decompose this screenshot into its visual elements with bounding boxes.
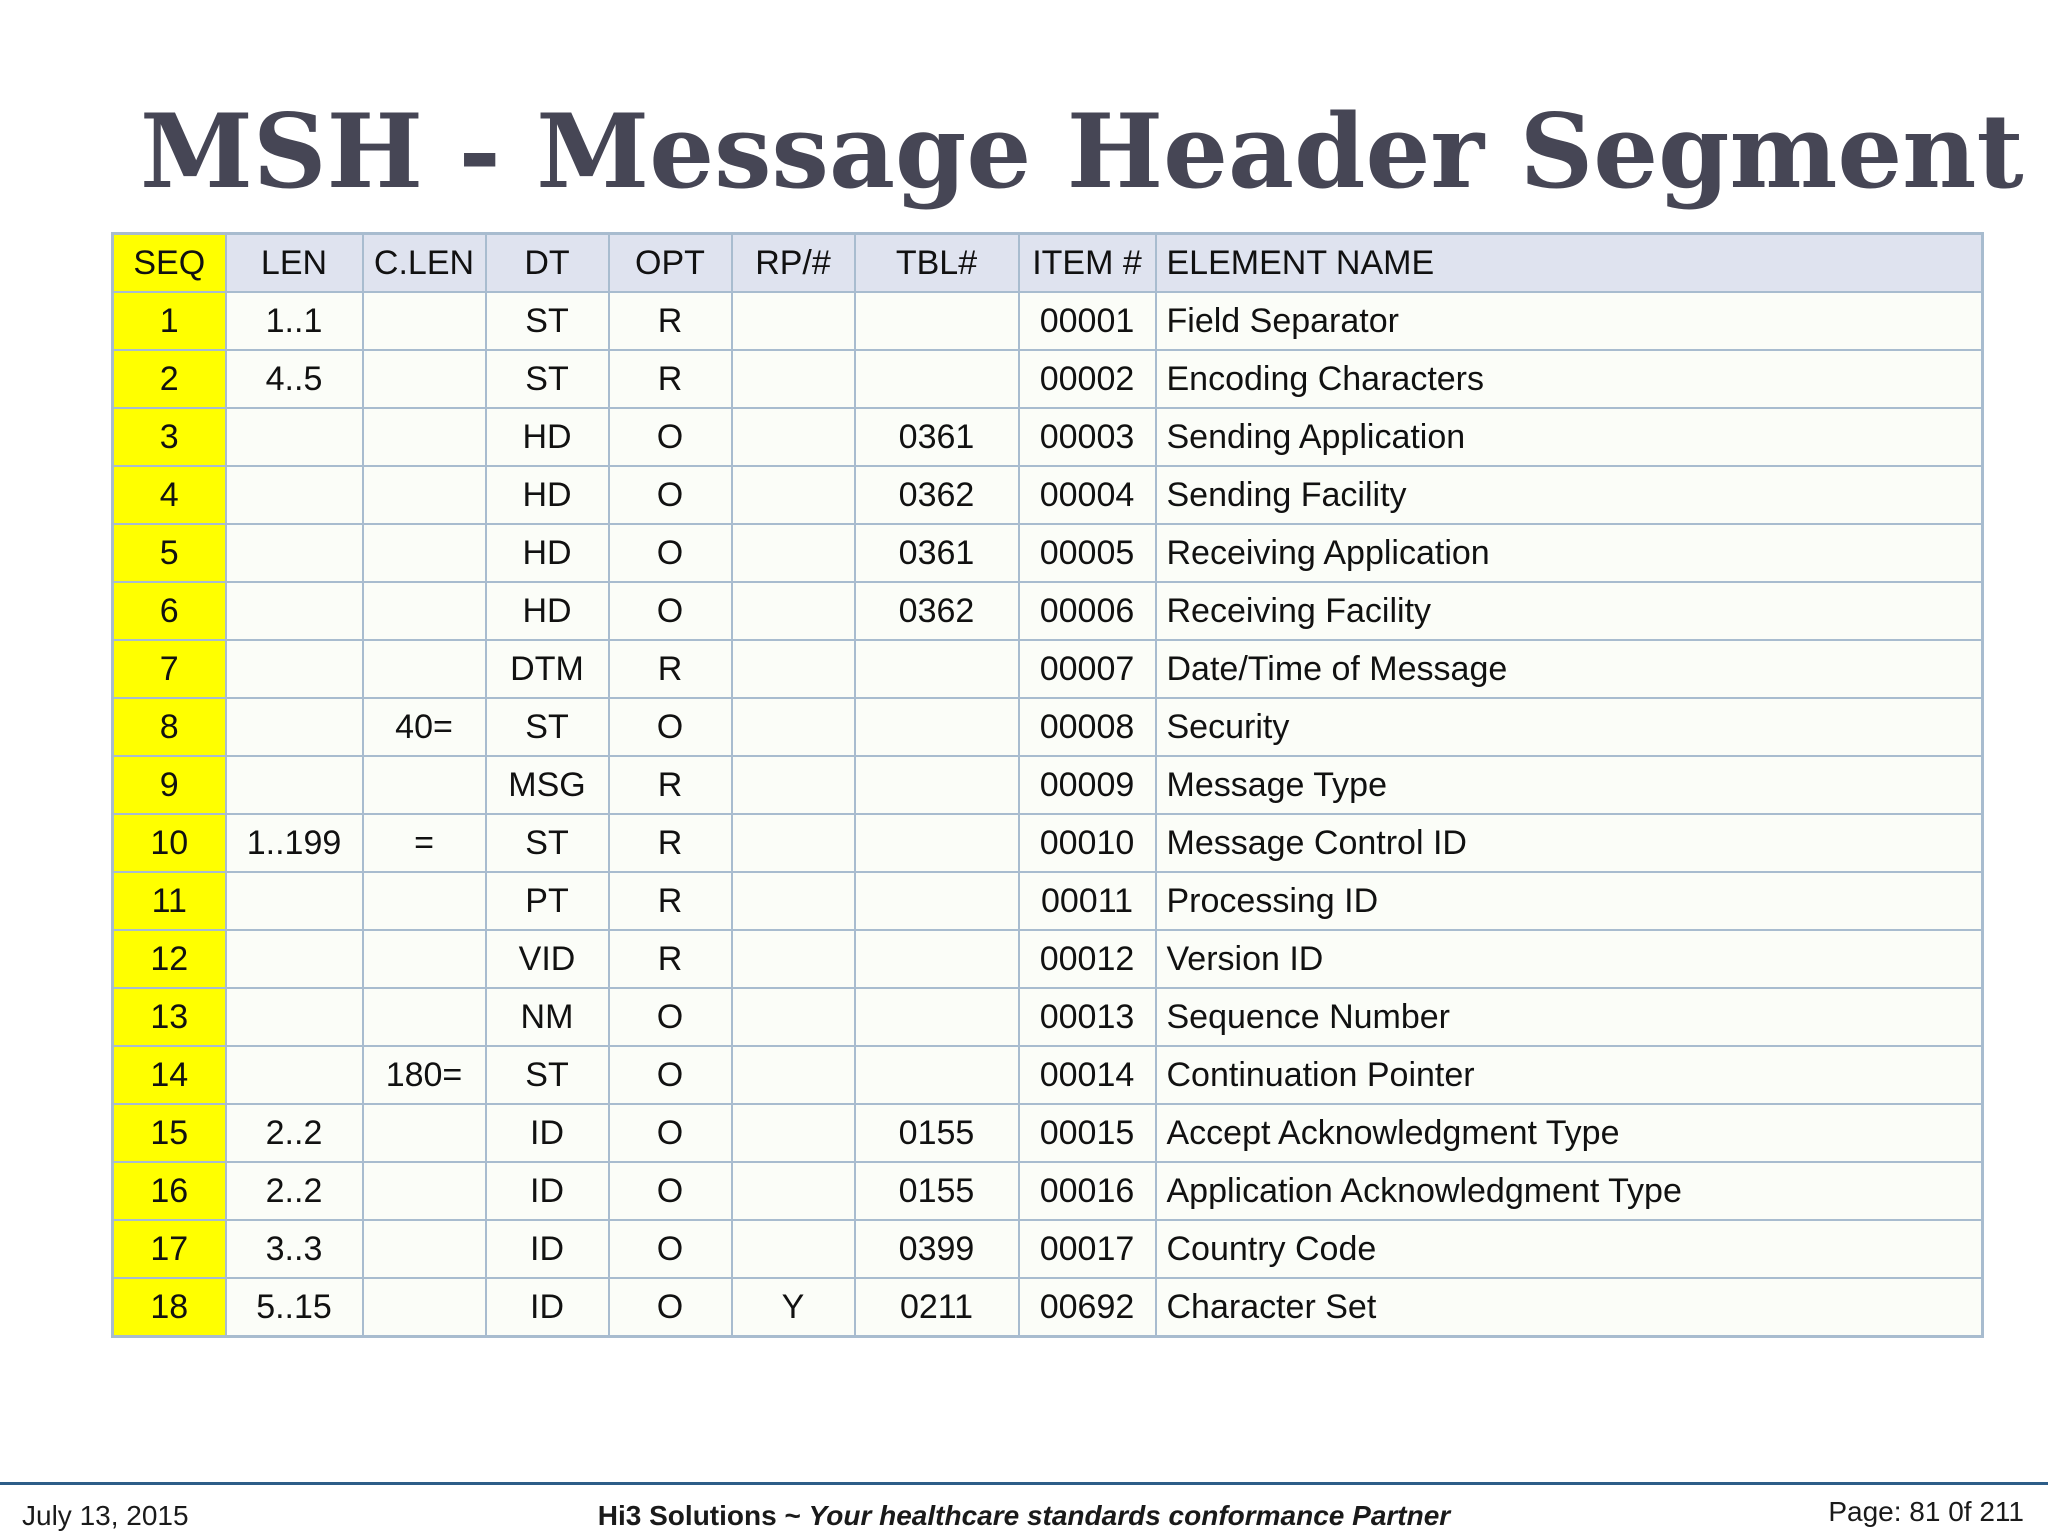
table-row [113,408,1983,466]
cell-name: Sequence Number [1156,988,1983,1046]
cell-len [226,756,363,814]
cell-opt: O [609,988,732,1046]
table-row [113,756,1983,814]
cell-tbl: 0361 [855,408,1019,466]
table-row [113,930,1983,988]
cell-rp [732,756,855,814]
cell-dt: ST [486,698,609,756]
cell-name: Receiving Facility [1156,582,1983,640]
cell-opt: R [609,756,732,814]
page-title: MSH - Message Header Segment [140,92,2024,212]
cell-rp [732,1162,855,1220]
cell-opt: O [609,1220,732,1278]
cell-tbl [855,930,1019,988]
cell-dt: ST [486,292,609,350]
footer-company-tagline [0,1500,2048,1532]
cell-clen [363,988,486,1046]
cell-tbl: 0399 [855,1220,1019,1278]
column-header-dt: DT [486,234,609,293]
cell-len [226,698,363,756]
cell-seq: 10 [113,814,226,872]
cell-seq: 14 [113,1046,226,1104]
cell-rp [732,350,855,408]
cell-opt: O [609,1278,732,1337]
cell-len [226,988,363,1046]
cell-rp: Y [732,1278,855,1337]
cell-tbl: 0211 [855,1278,1019,1337]
column-header-seq: SEQ [113,234,226,293]
footer-divider [0,1482,2048,1485]
cell-clen [363,582,486,640]
cell-seq: 15 [113,1104,226,1162]
cell-len: 3..3 [226,1220,363,1278]
cell-seq: 2 [113,350,226,408]
cell-dt: ST [486,814,609,872]
cell-len: 1..199 [226,814,363,872]
cell-len [226,466,363,524]
cell-item: 00009 [1019,756,1156,814]
table-header-row [113,234,1983,293]
cell-seq: 5 [113,524,226,582]
cell-dt: ID [486,1162,609,1220]
cell-seq: 13 [113,988,226,1046]
cell-seq: 8 [113,698,226,756]
cell-rp [732,292,855,350]
cell-dt: PT [486,872,609,930]
cell-tbl [855,872,1019,930]
cell-opt: R [609,930,732,988]
column-header-opt: OPT [609,234,732,293]
cell-tbl: 0155 [855,1162,1019,1220]
cell-item: 00014 [1019,1046,1156,1104]
table-row [113,814,1983,872]
cell-dt: HD [486,524,609,582]
cell-item: 00004 [1019,466,1156,524]
cell-seq: 7 [113,640,226,698]
cell-dt: HD [486,408,609,466]
cell-opt: O [609,524,732,582]
table-row [113,988,1983,1046]
cell-rp [732,408,855,466]
table-row [113,872,1983,930]
msh-segment-table [111,232,1984,1338]
column-header-rp: RP/# [732,234,855,293]
cell-opt: R [609,814,732,872]
cell-tbl [855,814,1019,872]
footer-date: July 13, 2015 [22,1500,189,1531]
cell-seq: 17 [113,1220,226,1278]
cell-rp [732,930,855,988]
cell-name: Receiving Application [1156,524,1983,582]
table-header [113,234,1983,293]
column-header-name: ELEMENT NAME [1156,234,1983,293]
cell-seq: 11 [113,872,226,930]
cell-opt: O [609,466,732,524]
table-row [113,466,1983,524]
cell-dt: NM [486,988,609,1046]
cell-dt: VID [486,930,609,988]
table-row [113,698,1983,756]
cell-name: Encoding Characters [1156,350,1983,408]
cell-item: 00016 [1019,1162,1156,1220]
table-row [113,1104,1983,1162]
cell-opt: R [609,640,732,698]
cell-opt: R [609,292,732,350]
cell-len: 1..1 [226,292,363,350]
cell-seq: 12 [113,930,226,988]
cell-name: Security [1156,698,1983,756]
cell-seq: 16 [113,1162,226,1220]
cell-tbl [855,1046,1019,1104]
cell-item: 00013 [1019,988,1156,1046]
cell-opt: O [609,582,732,640]
footer-tagline: Your healthcare standards conformance Partner [808,1500,1451,1531]
cell-clen [363,1104,486,1162]
cell-len [226,1046,363,1104]
cell-clen [363,524,486,582]
table-row [113,524,1983,582]
cell-rp [732,524,855,582]
cell-clen [363,640,486,698]
cell-rp [732,814,855,872]
cell-tbl [855,640,1019,698]
table-row [113,640,1983,698]
cell-dt: ID [486,1104,609,1162]
cell-dt: ST [486,1046,609,1104]
cell-seq: 3 [113,408,226,466]
cell-clen [363,350,486,408]
cell-opt: O [609,1162,732,1220]
cell-rp [732,640,855,698]
cell-clen [363,756,486,814]
cell-name: Message Type [1156,756,1983,814]
cell-clen [363,292,486,350]
cell-name: Accept Acknowledgment Type [1156,1104,1983,1162]
cell-rp [732,1220,855,1278]
table-body [113,292,1983,1337]
cell-clen: = [363,814,486,872]
cell-item: 00003 [1019,408,1156,466]
cell-name: Field Separator [1156,292,1983,350]
cell-rp [732,988,855,1046]
cell-item: 00010 [1019,814,1156,872]
cell-item: 00006 [1019,582,1156,640]
cell-item: 00017 [1019,1220,1156,1278]
cell-rp [732,872,855,930]
cell-opt: R [609,872,732,930]
cell-seq: 18 [113,1278,226,1337]
cell-tbl [855,988,1019,1046]
table-row [113,582,1983,640]
cell-len: 4..5 [226,350,363,408]
column-header-item: ITEM # [1019,234,1156,293]
table-row [113,1220,1983,1278]
footer-company: Hi3 Solutions ~ [597,1500,809,1531]
cell-item: 00002 [1019,350,1156,408]
cell-name: Date/Time of Message [1156,640,1983,698]
cell-dt: ST [486,350,609,408]
cell-clen: 40= [363,698,486,756]
cell-rp [732,1104,855,1162]
cell-dt: MSG [486,756,609,814]
cell-item: 00015 [1019,1104,1156,1162]
cell-seq: 4 [113,466,226,524]
cell-len [226,524,363,582]
cell-tbl: 0362 [855,582,1019,640]
cell-clen [363,872,486,930]
cell-name: Processing ID [1156,872,1983,930]
cell-item: 00001 [1019,292,1156,350]
cell-name: Continuation Pointer [1156,1046,1983,1104]
cell-dt: HD [486,466,609,524]
column-header-tbl: TBL# [855,234,1019,293]
cell-len [226,930,363,988]
cell-seq: 6 [113,582,226,640]
table-row [113,1278,1983,1337]
cell-item: 00011 [1019,872,1156,930]
cell-opt: R [609,350,732,408]
cell-len [226,872,363,930]
cell-opt: O [609,408,732,466]
cell-len [226,582,363,640]
cell-tbl: 0362 [855,466,1019,524]
cell-name: Message Control ID [1156,814,1983,872]
cell-rp [732,466,855,524]
cell-opt: O [609,698,732,756]
cell-clen [363,1220,486,1278]
cell-len [226,640,363,698]
cell-clen [363,1278,486,1337]
cell-clen [363,930,486,988]
cell-len [226,408,363,466]
cell-item: 00005 [1019,524,1156,582]
cell-item: 00692 [1019,1278,1156,1337]
cell-clen [363,408,486,466]
cell-name: Application Acknowledgment Type [1156,1162,1983,1220]
cell-name: Sending Application [1156,408,1983,466]
cell-item: 00007 [1019,640,1156,698]
cell-dt: HD [486,582,609,640]
cell-dt: ID [486,1220,609,1278]
cell-name: Version ID [1156,930,1983,988]
column-header-clen: C.LEN [363,234,486,293]
table-row [113,292,1983,350]
cell-tbl [855,756,1019,814]
table-row [113,1162,1983,1220]
cell-seq: 9 [113,756,226,814]
cell-tbl: 0361 [855,524,1019,582]
cell-clen [363,1162,486,1220]
cell-len: 5..15 [226,1278,363,1337]
cell-rp [732,698,855,756]
cell-item: 00012 [1019,930,1156,988]
cell-rp [732,1046,855,1104]
cell-name: Country Code [1156,1220,1983,1278]
cell-tbl [855,292,1019,350]
table-row [113,1046,1983,1104]
column-header-len: LEN [226,234,363,293]
cell-opt: O [609,1046,732,1104]
cell-clen: 180= [363,1046,486,1104]
cell-name: Sending Facility [1156,466,1983,524]
cell-name: Character Set [1156,1278,1983,1337]
cell-dt: ID [486,1278,609,1337]
cell-tbl: 0155 [855,1104,1019,1162]
cell-tbl [855,698,1019,756]
cell-dt: DTM [486,640,609,698]
table-row [113,350,1983,408]
cell-tbl [855,350,1019,408]
cell-rp [732,582,855,640]
cell-clen [363,466,486,524]
cell-len: 2..2 [226,1104,363,1162]
cell-len: 2..2 [226,1162,363,1220]
cell-item: 00008 [1019,698,1156,756]
cell-opt: O [609,1104,732,1162]
cell-seq: 1 [113,292,226,350]
footer-page-number: Page: 81 0f 211 [1828,1496,2024,1527]
